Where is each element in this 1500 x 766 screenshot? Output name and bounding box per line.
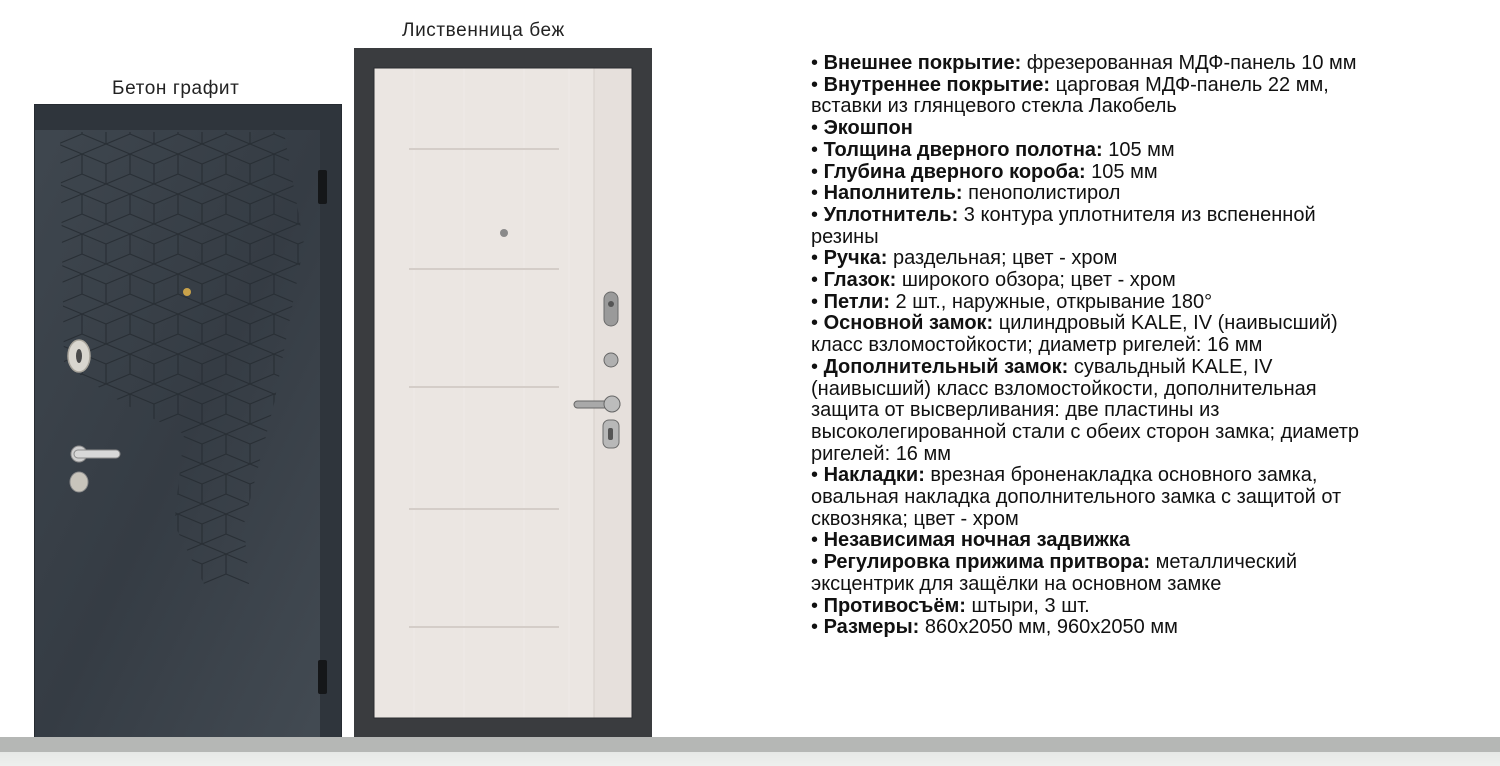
spec-line: • Накладки: врезная броненакладка основного замка,	[811, 464, 1318, 487]
spec-line: • Глубина дверного короба: 105 мм	[811, 160, 1158, 183]
spec-line: • Внешнее покрытие: фрезерованная МДФ-панель 10 мм	[811, 52, 1357, 74]
spec-line: • Независимая ночная задвижка	[811, 529, 1131, 552]
spec-line: • Основной замок: цилиндровый KALE, IV (наивысший)	[811, 312, 1338, 335]
spec-line: • Размеры: 860х2050 мм, 960х2050 мм	[811, 616, 1178, 639]
spec-line: • Ручка: раздельная; цвет - хром	[811, 247, 1118, 270]
spec-line-continuation: высоколегированной стали с обеих сторон замка; диаметр	[811, 420, 1360, 443]
peephole-icon	[183, 288, 191, 296]
spec-line-continuation: защита от высверливания: две пластины из	[811, 399, 1220, 422]
cylinder-lock-icon	[70, 472, 88, 492]
spec-line: • Толщина дверного полотна: 105 мм	[811, 138, 1175, 161]
spec-line: • Дополнительный замок: сувальдный KALE, IV	[811, 355, 1273, 378]
spec-line: • Экошпон	[811, 117, 913, 140]
door-specifications	[811, 53, 1481, 639]
spec-line-continuation: класс взломостойкости; диаметр ригелей: 16 мм	[811, 334, 1263, 357]
spec-line: • Регулировка прижима притвора: металлический	[811, 551, 1298, 574]
peephole-icon	[500, 229, 508, 237]
night-latch-icon	[604, 292, 618, 326]
door-image-beton-grafit	[34, 104, 342, 754]
spec-line-continuation: вставки из глянцевого стекла Лакобель	[811, 95, 1177, 118]
spec-line-continuation: ригелей: 16 мм	[811, 442, 951, 465]
lock-knob-icon	[604, 353, 618, 367]
spec-line-continuation: (наивысший) класс взломостойкости, дополнительная	[811, 377, 1317, 400]
spec-line-continuation: резины	[811, 225, 879, 248]
spec-line: • Уплотнитель: 3 контура уплотнителя из вспененной	[811, 203, 1316, 226]
spec-line: • Наполнитель: пенополистирол	[811, 182, 1121, 205]
spec-line: • Глазок: широкого обзора; цвет - хром	[811, 269, 1176, 292]
door-caption-listvennitsa-bezh: Лиственница беж	[402, 20, 565, 41]
spec-line-continuation: сквозняка; цвет - хром	[811, 507, 1019, 530]
spec-line: • Петли: 2 шт., наружные, открывание 180°	[811, 290, 1213, 313]
bottom-band	[0, 737, 1500, 766]
door-image-listvennitsa-bezh	[354, 48, 652, 738]
spec-line: • Противосъём: штыри, 3 шт.	[811, 594, 1090, 617]
spec-line-continuation: овальная накладка дополнительного замка с защитой от	[811, 486, 1342, 509]
door-caption-beton-grafit: Бетон графит	[112, 78, 240, 99]
spec-line-continuation: эксцентрик для защёлки на основном замке	[811, 572, 1222, 595]
spec-line: • Внутреннее покрытие: царговая МДФ-панель 22 мм,	[811, 73, 1329, 96]
